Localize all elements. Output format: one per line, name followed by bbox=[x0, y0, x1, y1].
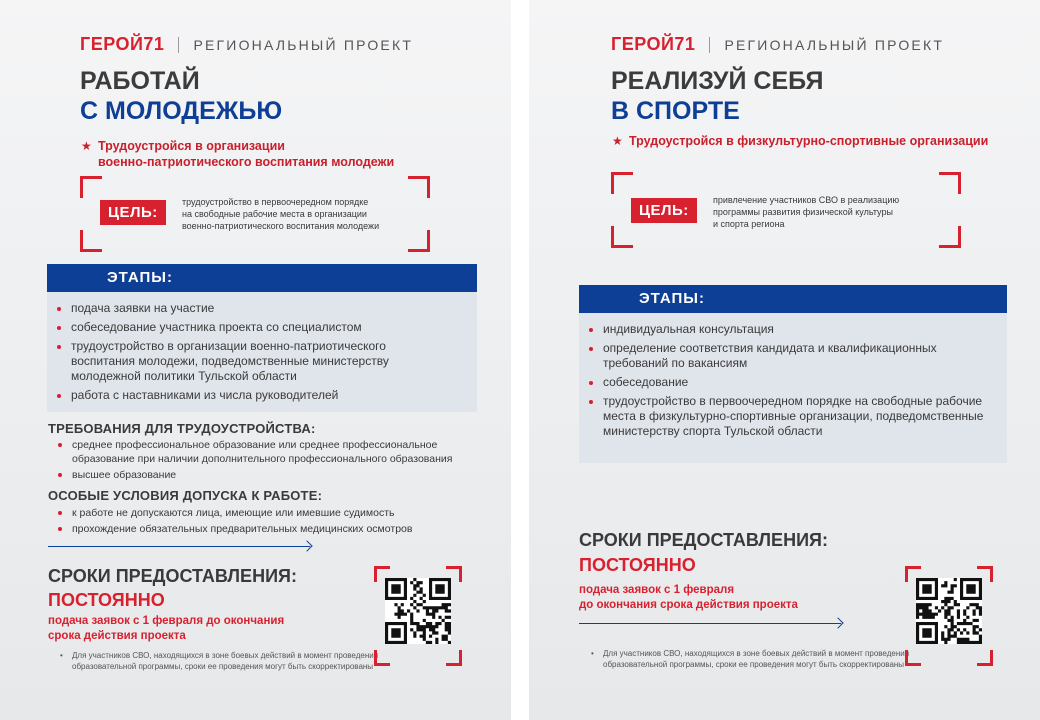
list-item: к работе не допускаются лица, имеющие или имевшие судимость bbox=[48, 506, 488, 520]
brand-logo: ГЕРОЙ71 bbox=[611, 34, 696, 54]
goal-text-line: трудоустройство в первоочередном порядке bbox=[182, 197, 369, 207]
brand-divider bbox=[709, 37, 710, 53]
goal-box bbox=[80, 176, 430, 252]
terms-sub-line: подача заявок с 1 февраля bbox=[579, 584, 735, 596]
goal-text-line: и спорта региона bbox=[713, 219, 785, 229]
terms-value: ПОСТОЯННО bbox=[579, 555, 696, 575]
title-line-1: РЕАЛИЗУЙ СЕБЯ bbox=[611, 67, 824, 95]
list-item: трудоустройство в первоочередном порядке на свободные рабочие места в физкультурно-спортивные организации, подведомственные министерству спорта Тульской области bbox=[579, 394, 1001, 439]
page-title bbox=[80, 66, 282, 126]
list-item: прохождение обязательных предварительных медицинских осмотров bbox=[48, 522, 488, 536]
qr-code-frame bbox=[374, 566, 462, 666]
stages-title: ЭТАПЫ: bbox=[579, 285, 1007, 313]
footnote-line: образовательной программы, сроки ее проведения могут быть скорректированы bbox=[603, 660, 905, 669]
terms-sub-line: срока действия проекта bbox=[48, 630, 186, 642]
goal-label: ЦЕЛЬ: bbox=[100, 200, 166, 225]
arrow-right-icon bbox=[579, 623, 841, 624]
lead-text bbox=[81, 138, 395, 170]
frame-corner bbox=[611, 226, 633, 248]
brand-subtitle: РЕГИОНАЛЬНЫЙ ПРОЕКТ bbox=[193, 36, 414, 53]
stages-panel bbox=[47, 264, 477, 412]
frame-corner bbox=[939, 226, 961, 248]
lead-line-1: Трудоустройся в физкультурно-спортивные организации bbox=[629, 134, 989, 148]
title-line-2: В СПОРТЕ bbox=[611, 97, 740, 125]
conditions-title: ОСОБЫЕ УСЛОВИЯ ДОПУСКА К РАБОТЕ: bbox=[48, 488, 323, 503]
qr-code-icon[interactable] bbox=[385, 578, 451, 644]
frame-corner bbox=[905, 650, 921, 666]
bullet-icon: • bbox=[60, 651, 63, 660]
goal-text bbox=[182, 196, 379, 232]
lead-line-2: военно-патриотического воспитания молодежи bbox=[98, 155, 395, 169]
list-item: собеседование bbox=[579, 375, 1001, 390]
terms-title: СРОКИ ПРЕДОСТАВЛЕНИЯ: bbox=[579, 530, 828, 550]
terms-subtitle bbox=[48, 614, 284, 644]
star-icon: ★ bbox=[612, 134, 623, 148]
brand-logo: ГЕРОЙ71 bbox=[80, 34, 165, 54]
list-item: высшее образование bbox=[48, 468, 488, 482]
page-title bbox=[611, 66, 823, 126]
footnote bbox=[60, 650, 379, 672]
requirements-title: ТРЕБОВАНИЯ ДЛЯ ТРУДОУСТРОЙСТВА: bbox=[48, 421, 316, 436]
goal-text-line: военно-патриотического воспитания молодежи bbox=[182, 221, 380, 231]
list-item: работа с наставниками из числа руководителей bbox=[47, 388, 447, 403]
goal-box bbox=[611, 172, 961, 248]
title-line-1: РАБОТАЙ bbox=[80, 67, 200, 95]
qr-modules bbox=[385, 578, 451, 644]
footnote-line: образовательной программы, сроки ее проведения могут быть скорректированы bbox=[72, 662, 374, 671]
frame-corner bbox=[939, 172, 961, 194]
stages-panel bbox=[579, 285, 1007, 463]
frame-corner bbox=[80, 230, 102, 252]
goal-label: ЦЕЛЬ: bbox=[631, 198, 697, 223]
terms-value: ПОСТОЯННО bbox=[48, 590, 165, 610]
list-item: трудоустройство в организации военно-патриотического воспитания молодежи, подведомственные министерству молодежной политики Тульской области bbox=[47, 339, 447, 384]
arrow-right-icon bbox=[48, 546, 310, 547]
list-item: собеседование участника проекта со специалистом bbox=[47, 320, 447, 335]
stages-title: ЭТАПЫ: bbox=[47, 264, 477, 292]
terms-sub-line: до окончания срока действия проекта bbox=[579, 599, 798, 611]
lead-line-1: Трудоустройся в организации bbox=[98, 139, 285, 153]
goal-text-line: привлечение участников СВО в реализацию bbox=[713, 195, 900, 205]
brand-divider bbox=[178, 37, 179, 53]
frame-corner bbox=[446, 650, 462, 666]
conditions-list bbox=[48, 506, 488, 538]
footnote-line: Для участников СВО, находящихся в зоне боевых действий в момент проведения bbox=[72, 651, 379, 660]
frame-corner bbox=[80, 176, 102, 198]
brand-row bbox=[80, 34, 413, 55]
list-item: индивидуальная консультация bbox=[579, 322, 1001, 337]
terms-subtitle bbox=[579, 583, 798, 613]
stages-list bbox=[47, 292, 477, 403]
brand-row bbox=[611, 34, 944, 55]
star-icon: ★ bbox=[81, 139, 92, 153]
terms-sub-line: подача заявок с 1 февраля до окончания bbox=[48, 615, 285, 627]
lead-text bbox=[612, 133, 989, 149]
stages-list bbox=[579, 313, 1007, 439]
poster-right bbox=[529, 0, 1040, 720]
frame-corner bbox=[977, 650, 993, 666]
qr-modules bbox=[916, 578, 982, 644]
list-item: подача заявки на участие bbox=[47, 301, 447, 316]
frame-corner bbox=[611, 172, 633, 194]
qr-code-frame bbox=[905, 566, 993, 666]
frame-corner bbox=[374, 650, 390, 666]
footnote bbox=[591, 648, 910, 670]
goal-text-line: на свободные рабочие места в организации bbox=[182, 209, 367, 219]
qr-code-icon[interactable] bbox=[916, 578, 982, 644]
terms-title: СРОКИ ПРЕДОСТАВЛЕНИЯ: bbox=[48, 566, 297, 586]
poster-left bbox=[0, 0, 511, 720]
title-line-2: С МОЛОДЕЖЬЮ bbox=[80, 97, 283, 125]
bullet-icon: • bbox=[591, 649, 594, 658]
goal-text bbox=[713, 194, 899, 230]
list-item: среднее профессиональное образование или среднее профессиональное образование при наличии дополнительного профессионального образования bbox=[48, 438, 488, 466]
requirements-list bbox=[48, 438, 488, 484]
frame-corner bbox=[408, 230, 430, 252]
brand-subtitle: РЕГИОНАЛЬНЫЙ ПРОЕКТ bbox=[724, 36, 945, 53]
list-item: определение соответствия кандидата и квалификационных требований по вакансиям bbox=[579, 341, 1001, 371]
footnote-line: Для участников СВО, находящихся в зоне боевых действий в момент проведения bbox=[603, 649, 910, 658]
goal-text-line: программы развития физической культуры bbox=[713, 207, 893, 217]
frame-corner bbox=[408, 176, 430, 198]
